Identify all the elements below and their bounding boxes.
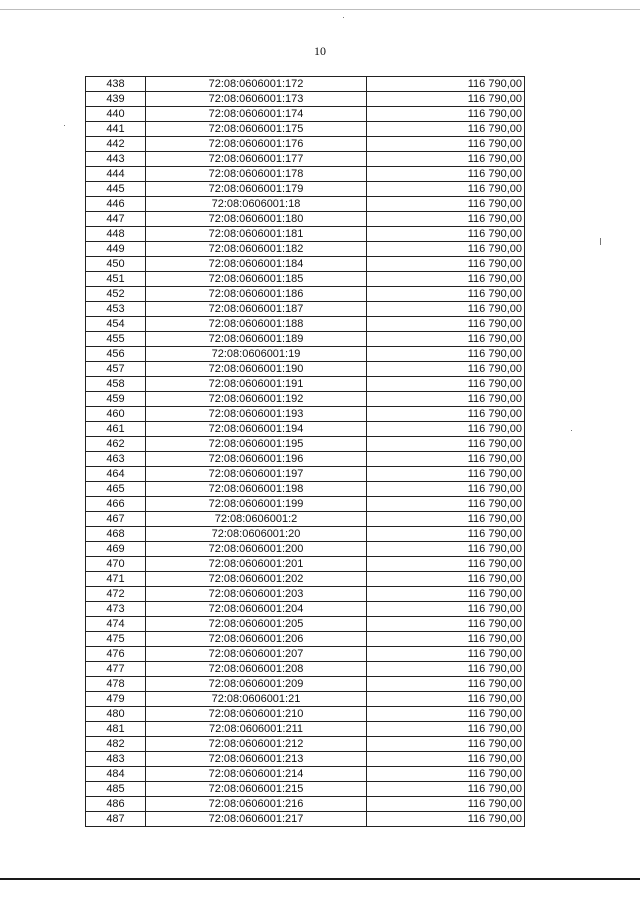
cadastral-number-cell: 72:08:0606001:206 bbox=[146, 632, 367, 647]
cadastral-number-cell: 72:08:0606001:212 bbox=[146, 737, 367, 752]
table-row bbox=[86, 587, 525, 602]
row-number-cell: 466 bbox=[86, 497, 146, 512]
table-row bbox=[86, 272, 525, 287]
cadastral-value-cell: 116 790,00 bbox=[367, 572, 525, 587]
cadastral-number-cell: 72:08:0606001:201 bbox=[146, 557, 367, 572]
row-number-cell: 441 bbox=[86, 122, 146, 137]
scan-speck bbox=[343, 17, 344, 18]
cadastral-value-cell: 116 790,00 bbox=[367, 92, 525, 107]
cadastral-number-cell: 72:08:0606001:217 bbox=[146, 812, 367, 827]
row-number-cell: 445 bbox=[86, 182, 146, 197]
cadastral-value-cell: 116 790,00 bbox=[367, 797, 525, 812]
cadastral-value-cell: 116 790,00 bbox=[367, 497, 525, 512]
cadastral-value-cell: 116 790,00 bbox=[367, 167, 525, 182]
cadastral-value-cell: 116 790,00 bbox=[367, 317, 525, 332]
cadastral-value-cell: 116 790,00 bbox=[367, 737, 525, 752]
table-row bbox=[86, 692, 525, 707]
cadastral-value-cell: 116 790,00 bbox=[367, 122, 525, 137]
row-number-cell: 450 bbox=[86, 257, 146, 272]
scan-speck bbox=[571, 430, 572, 431]
bottom-edge-line bbox=[0, 878, 640, 880]
row-number-cell: 447 bbox=[86, 212, 146, 227]
row-number-cell: 480 bbox=[86, 707, 146, 722]
table-row bbox=[86, 677, 525, 692]
cadastral-value-cell: 116 790,00 bbox=[367, 77, 525, 92]
table-row bbox=[86, 347, 525, 362]
row-number-cell: 478 bbox=[86, 677, 146, 692]
table-row bbox=[86, 647, 525, 662]
cadastral-number-cell: 72:08:0606001:186 bbox=[146, 287, 367, 302]
row-number-cell: 453 bbox=[86, 302, 146, 317]
cadastral-value-cell: 116 790,00 bbox=[367, 437, 525, 452]
cadastral-value-cell: 116 790,00 bbox=[367, 422, 525, 437]
top-edge-line bbox=[0, 9, 640, 10]
table-row bbox=[86, 542, 525, 557]
cadastral-value-cell: 116 790,00 bbox=[367, 677, 525, 692]
row-number-cell: 449 bbox=[86, 242, 146, 257]
cadastral-number-cell: 72:08:0606001:174 bbox=[146, 107, 367, 122]
table-row bbox=[86, 242, 525, 257]
cadastral-value-table bbox=[85, 76, 525, 827]
page-number: 10 bbox=[314, 44, 326, 58]
table-row bbox=[86, 737, 525, 752]
cadastral-number-cell: 72:08:0606001:172 bbox=[146, 77, 367, 92]
row-number-cell: 468 bbox=[86, 527, 146, 542]
row-number-cell: 448 bbox=[86, 227, 146, 242]
cadastral-value-cell: 116 790,00 bbox=[367, 632, 525, 647]
row-number-cell: 485 bbox=[86, 782, 146, 797]
row-number-cell: 440 bbox=[86, 107, 146, 122]
cadastral-value-cell: 116 790,00 bbox=[367, 707, 525, 722]
cadastral-number-cell: 72:08:0606001:176 bbox=[146, 137, 367, 152]
row-number-cell: 476 bbox=[86, 647, 146, 662]
row-number-cell: 486 bbox=[86, 797, 146, 812]
cadastral-value-cell: 116 790,00 bbox=[367, 287, 525, 302]
cadastral-number-cell: 72:08:0606001:195 bbox=[146, 437, 367, 452]
table-row bbox=[86, 167, 525, 182]
table-row bbox=[86, 602, 525, 617]
table-row bbox=[86, 392, 525, 407]
cadastral-value-cell: 116 790,00 bbox=[367, 692, 525, 707]
cadastral-number-cell: 72:08:0606001:191 bbox=[146, 377, 367, 392]
cadastral-number-cell: 72:08:0606001:177 bbox=[146, 152, 367, 167]
row-number-cell: 479 bbox=[86, 692, 146, 707]
cadastral-number-cell: 72:08:0606001:198 bbox=[146, 482, 367, 497]
row-number-cell: 456 bbox=[86, 347, 146, 362]
table-row bbox=[86, 482, 525, 497]
cadastral-number-cell: 72:08:0606001:211 bbox=[146, 722, 367, 737]
cadastral-value-cell: 116 790,00 bbox=[367, 587, 525, 602]
table-row bbox=[86, 527, 525, 542]
table-row bbox=[86, 107, 525, 122]
table-row bbox=[86, 557, 525, 572]
table-row bbox=[86, 467, 525, 482]
cadastral-number-cell: 72:08:0606001:202 bbox=[146, 572, 367, 587]
table-row bbox=[86, 137, 525, 152]
table-row bbox=[86, 812, 525, 827]
row-number-cell: 457 bbox=[86, 362, 146, 377]
cadastral-number-cell: 72:08:0606001:193 bbox=[146, 407, 367, 422]
table-row bbox=[86, 257, 525, 272]
table-row bbox=[86, 797, 525, 812]
scan-speck bbox=[64, 125, 65, 126]
cadastral-number-cell: 72:08:0606001:181 bbox=[146, 227, 367, 242]
row-number-cell: 461 bbox=[86, 422, 146, 437]
cadastral-number-cell: 72:08:0606001:194 bbox=[146, 422, 367, 437]
cadastral-number-cell: 72:08:0606001:179 bbox=[146, 182, 367, 197]
table-row bbox=[86, 287, 525, 302]
row-number-cell: 442 bbox=[86, 137, 146, 152]
row-number-cell: 455 bbox=[86, 332, 146, 347]
cadastral-number-cell: 72:08:0606001:19 bbox=[146, 347, 367, 362]
row-number-cell: 463 bbox=[86, 452, 146, 467]
row-number-cell: 470 bbox=[86, 557, 146, 572]
table-row bbox=[86, 767, 525, 782]
cadastral-number-cell: 72:08:0606001:197 bbox=[146, 467, 367, 482]
table-row bbox=[86, 572, 525, 587]
cadastral-value-cell: 116 790,00 bbox=[367, 452, 525, 467]
cadastral-number-cell: 72:08:0606001:203 bbox=[146, 587, 367, 602]
table-row bbox=[86, 227, 525, 242]
cadastral-number-cell: 72:08:0606001:175 bbox=[146, 122, 367, 137]
row-number-cell: 451 bbox=[86, 272, 146, 287]
table-row bbox=[86, 782, 525, 797]
cadastral-value-cell: 116 790,00 bbox=[367, 482, 525, 497]
cadastral-number-cell: 72:08:0606001:187 bbox=[146, 302, 367, 317]
cadastral-number-cell: 72:08:0606001:200 bbox=[146, 542, 367, 557]
table-row bbox=[86, 332, 525, 347]
row-number-cell: 439 bbox=[86, 92, 146, 107]
cadastral-value-cell: 116 790,00 bbox=[367, 752, 525, 767]
cadastral-value-cell: 116 790,00 bbox=[367, 407, 525, 422]
cadastral-value-cell: 116 790,00 bbox=[367, 767, 525, 782]
cadastral-value-cell: 116 790,00 bbox=[367, 662, 525, 677]
cadastral-value-cell: 116 790,00 bbox=[367, 137, 525, 152]
table-row bbox=[86, 122, 525, 137]
row-number-cell: 473 bbox=[86, 602, 146, 617]
cadastral-number-cell: 72:08:0606001:188 bbox=[146, 317, 367, 332]
row-number-cell: 446 bbox=[86, 197, 146, 212]
row-number-cell: 471 bbox=[86, 572, 146, 587]
cadastral-number-cell: 72:08:0606001:184 bbox=[146, 257, 367, 272]
cadastral-value-cell: 116 790,00 bbox=[367, 602, 525, 617]
table-row bbox=[86, 197, 525, 212]
cadastral-value-cell: 116 790,00 bbox=[367, 242, 525, 257]
table-row bbox=[86, 182, 525, 197]
cadastral-number-cell: 72:08:0606001:216 bbox=[146, 797, 367, 812]
table-row bbox=[86, 77, 525, 92]
cadastral-value-cell: 116 790,00 bbox=[367, 542, 525, 557]
row-number-cell: 460 bbox=[86, 407, 146, 422]
row-number-cell: 467 bbox=[86, 512, 146, 527]
cadastral-number-cell: 72:08:0606001:205 bbox=[146, 617, 367, 632]
cadastral-number-cell: 72:08:0606001:196 bbox=[146, 452, 367, 467]
row-number-cell: 464 bbox=[86, 467, 146, 482]
cadastral-value-cell: 116 790,00 bbox=[367, 527, 525, 542]
row-number-cell: 452 bbox=[86, 287, 146, 302]
cadastral-number-cell: 72:08:0606001:192 bbox=[146, 392, 367, 407]
cadastral-value-cell: 116 790,00 bbox=[367, 392, 525, 407]
row-number-cell: 487 bbox=[86, 812, 146, 827]
row-number-cell: 474 bbox=[86, 617, 146, 632]
row-number-cell: 438 bbox=[86, 77, 146, 92]
cadastral-value-cell: 116 790,00 bbox=[367, 212, 525, 227]
cadastral-number-cell: 72:08:0606001:214 bbox=[146, 767, 367, 782]
row-number-cell: 465 bbox=[86, 482, 146, 497]
cadastral-number-cell: 72:08:0606001:189 bbox=[146, 332, 367, 347]
cadastral-value-cell: 116 790,00 bbox=[367, 647, 525, 662]
row-number-cell: 481 bbox=[86, 722, 146, 737]
row-number-cell: 469 bbox=[86, 542, 146, 557]
cadastral-value-cell: 116 790,00 bbox=[367, 812, 525, 827]
cadastral-number-cell: 72:08:0606001:215 bbox=[146, 782, 367, 797]
cadastral-number-cell: 72:08:0606001:21 bbox=[146, 692, 367, 707]
cadastral-number-cell: 72:08:0606001:185 bbox=[146, 272, 367, 287]
cadastral-number-cell: 72:08:0606001:180 bbox=[146, 212, 367, 227]
cadastral-value-cell: 116 790,00 bbox=[367, 272, 525, 287]
cadastral-value-cell: 116 790,00 bbox=[367, 467, 525, 482]
table-row bbox=[86, 302, 525, 317]
table-body bbox=[86, 77, 525, 827]
cadastral-number-cell: 72:08:0606001:2 bbox=[146, 512, 367, 527]
cadastral-value-cell: 116 790,00 bbox=[367, 512, 525, 527]
row-number-cell: 444 bbox=[86, 167, 146, 182]
cadastral-number-cell: 72:08:0606001:213 bbox=[146, 752, 367, 767]
cadastral-number-cell: 72:08:0606001:210 bbox=[146, 707, 367, 722]
cadastral-value-cell: 116 790,00 bbox=[367, 152, 525, 167]
row-number-cell: 484 bbox=[86, 767, 146, 782]
cadastral-value-cell: 116 790,00 bbox=[367, 107, 525, 122]
cadastral-value-cell: 116 790,00 bbox=[367, 257, 525, 272]
cadastral-value-cell: 116 790,00 bbox=[367, 722, 525, 737]
cadastral-number-cell: 72:08:0606001:20 bbox=[146, 527, 367, 542]
cadastral-value-cell: 116 790,00 bbox=[367, 227, 525, 242]
row-number-cell: 482 bbox=[86, 737, 146, 752]
table-row bbox=[86, 437, 525, 452]
table-row bbox=[86, 212, 525, 227]
cadastral-value-cell: 116 790,00 bbox=[367, 182, 525, 197]
cadastral-number-cell: 72:08:0606001:204 bbox=[146, 602, 367, 617]
row-number-cell: 458 bbox=[86, 377, 146, 392]
cadastral-number-cell: 72:08:0606001:182 bbox=[146, 242, 367, 257]
cadastral-value-cell: 116 790,00 bbox=[367, 197, 525, 212]
cadastral-value-cell: 116 790,00 bbox=[367, 332, 525, 347]
table-row bbox=[86, 92, 525, 107]
cadastral-number-cell: 72:08:0606001:173 bbox=[146, 92, 367, 107]
cadastral-value-cell: 116 790,00 bbox=[367, 347, 525, 362]
table-row bbox=[86, 632, 525, 647]
table-row bbox=[86, 407, 525, 422]
table-row bbox=[86, 752, 525, 767]
cadastral-number-cell: 72:08:0606001:18 bbox=[146, 197, 367, 212]
row-number-cell: 475 bbox=[86, 632, 146, 647]
cadastral-value-cell: 116 790,00 bbox=[367, 782, 525, 797]
cadastral-value-cell: 116 790,00 bbox=[367, 362, 525, 377]
row-number-cell: 459 bbox=[86, 392, 146, 407]
table-row bbox=[86, 452, 525, 467]
row-number-cell: 472 bbox=[86, 587, 146, 602]
cadastral-number-cell: 72:08:0606001:209 bbox=[146, 677, 367, 692]
cadastral-number-cell: 72:08:0606001:190 bbox=[146, 362, 367, 377]
table-row bbox=[86, 377, 525, 392]
table-row bbox=[86, 512, 525, 527]
cadastral-number-cell: 72:08:0606001:208 bbox=[146, 662, 367, 677]
table-row bbox=[86, 362, 525, 377]
table-row bbox=[86, 422, 525, 437]
row-number-cell: 483 bbox=[86, 752, 146, 767]
table-row bbox=[86, 497, 525, 512]
row-number-cell: 462 bbox=[86, 437, 146, 452]
row-number-cell: 443 bbox=[86, 152, 146, 167]
scan-speck bbox=[600, 238, 601, 245]
cadastral-value-cell: 116 790,00 bbox=[367, 302, 525, 317]
row-number-cell: 454 bbox=[86, 317, 146, 332]
cadastral-value-cell: 116 790,00 bbox=[367, 377, 525, 392]
table-row bbox=[86, 707, 525, 722]
table-row bbox=[86, 617, 525, 632]
cadastral-value-cell: 116 790,00 bbox=[367, 557, 525, 572]
table-row bbox=[86, 317, 525, 332]
cadastral-value-cell: 116 790,00 bbox=[367, 617, 525, 632]
cadastral-number-cell: 72:08:0606001:207 bbox=[146, 647, 367, 662]
row-number-cell: 477 bbox=[86, 662, 146, 677]
cadastral-number-cell: 72:08:0606001:199 bbox=[146, 497, 367, 512]
cadastral-number-cell: 72:08:0606001:178 bbox=[146, 167, 367, 182]
table-row bbox=[86, 662, 525, 677]
table-row bbox=[86, 722, 525, 737]
table-row bbox=[86, 152, 525, 167]
